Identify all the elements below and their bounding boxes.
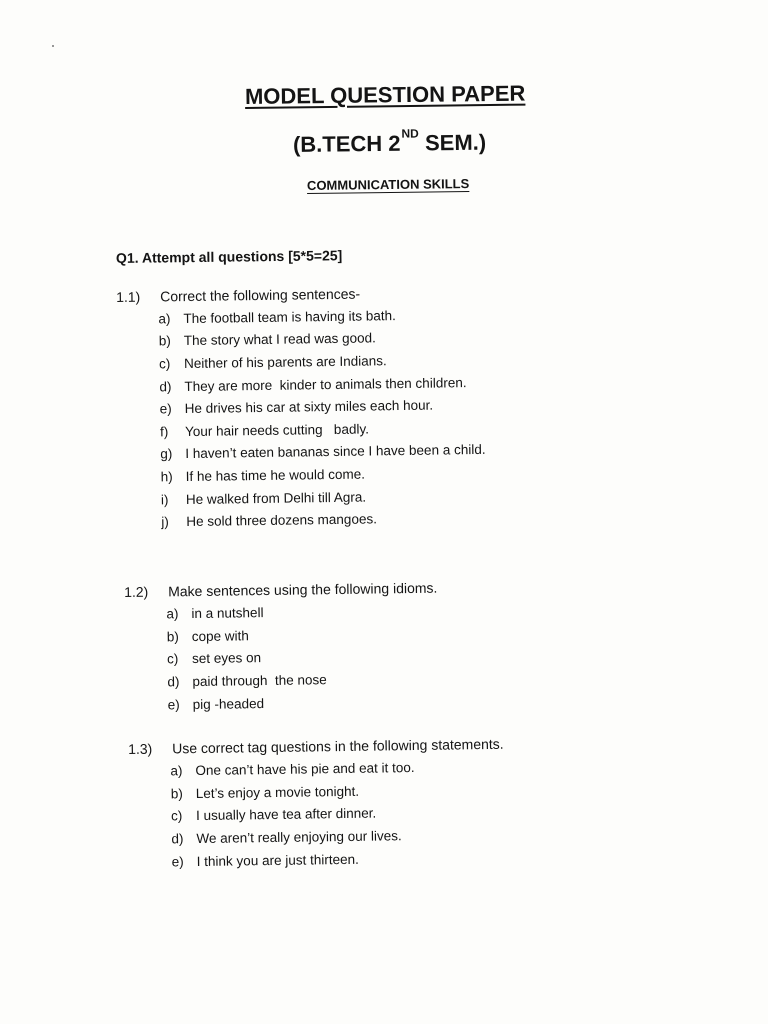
subtitle-superscript: ND (401, 126, 419, 141)
item-text: If he has time he would come. (185, 466, 366, 484)
item-letter: a) (170, 763, 183, 779)
item-letter: d) (171, 831, 184, 847)
section-number: 1.1) (116, 288, 141, 305)
item-letter: e) (167, 697, 180, 713)
item-letter: a) (166, 606, 179, 622)
subtitle-prefix: (B.TECH 2 (292, 130, 401, 157)
item-text: He sold three dozens mangoes. (186, 511, 378, 530)
item-letter: h) (160, 469, 173, 485)
item-text: We aren’t really enjoying our lives. (196, 828, 402, 847)
item-letter: b) (170, 785, 183, 802)
question-list (116, 303, 486, 534)
question-list (128, 755, 505, 874)
section-instruction: Correct the following sentences- (160, 285, 361, 305)
item-letter: d) (159, 378, 172, 394)
item-text: He walked from Delhi till Agra. (185, 489, 367, 507)
item-text: The football team is having its bath. (183, 307, 396, 326)
section-number: 1.3) (128, 740, 153, 757)
item-letter: e) (171, 854, 184, 870)
item-text: I haven’t eaten bananas since I have been a child. (185, 442, 486, 462)
item-letter: g) (160, 446, 173, 462)
list-item (172, 846, 506, 873)
item-letter: b) (158, 333, 171, 349)
item-text: Let’s enjoy a movie tonight. (195, 783, 360, 801)
item-letter: c) (170, 808, 183, 824)
item-text: cope with (191, 627, 249, 644)
item-letter: e) (159, 401, 172, 417)
item-text: They are more kinder to animals then children. (184, 374, 467, 394)
item-letter: b) (166, 628, 179, 645)
item-text: The story what I read was good. (183, 330, 376, 349)
item-letter: i) (160, 491, 169, 507)
page-title: MODEL QUESTION PAPER (244, 80, 526, 109)
question-heading: Q1. Attempt all questions [5*5=25] (115, 247, 343, 266)
item-text: I think you are just thirteen. (196, 851, 359, 870)
item-letter: d) (167, 674, 180, 690)
subject-heading: COMMUNICATION SKILLS (306, 176, 470, 193)
item-letter: c) (158, 356, 171, 372)
item-text: paid through the nose (192, 672, 327, 690)
section-1-1 (116, 281, 487, 534)
item-letter: a) (158, 311, 171, 327)
item-text: Neither of his parents are Indians. (183, 353, 387, 372)
item-text: in a nutshell (191, 604, 264, 621)
question-list (124, 599, 439, 717)
list-item (168, 690, 440, 717)
item-text: He drives his car at sixty miles each hour. (184, 397, 434, 417)
item-text: set eyes on (191, 650, 262, 667)
section-number: 1.2) (124, 583, 149, 600)
section-instruction: Make sentences using the following idioms. (168, 579, 438, 600)
scan-speck (52, 45, 54, 47)
item-text: One can’t have his pie and eat it too. (195, 759, 415, 778)
section-1-2 (124, 577, 439, 717)
item-text: I usually have tea after dinner. (195, 806, 377, 824)
list-item (161, 506, 487, 533)
section-1-3 (128, 733, 505, 874)
item-letter: f) (159, 424, 169, 440)
section-instruction: Use correct tag questions in the following statements. (172, 735, 504, 757)
item-text: pig -headed (192, 696, 265, 713)
item-text: Your hair needs cutting badly. (184, 421, 369, 439)
page-subtitle (292, 126, 487, 158)
item-letter: c) (166, 651, 179, 667)
item-letter: j) (161, 514, 169, 530)
subtitle-suffix: SEM.) (418, 129, 487, 156)
